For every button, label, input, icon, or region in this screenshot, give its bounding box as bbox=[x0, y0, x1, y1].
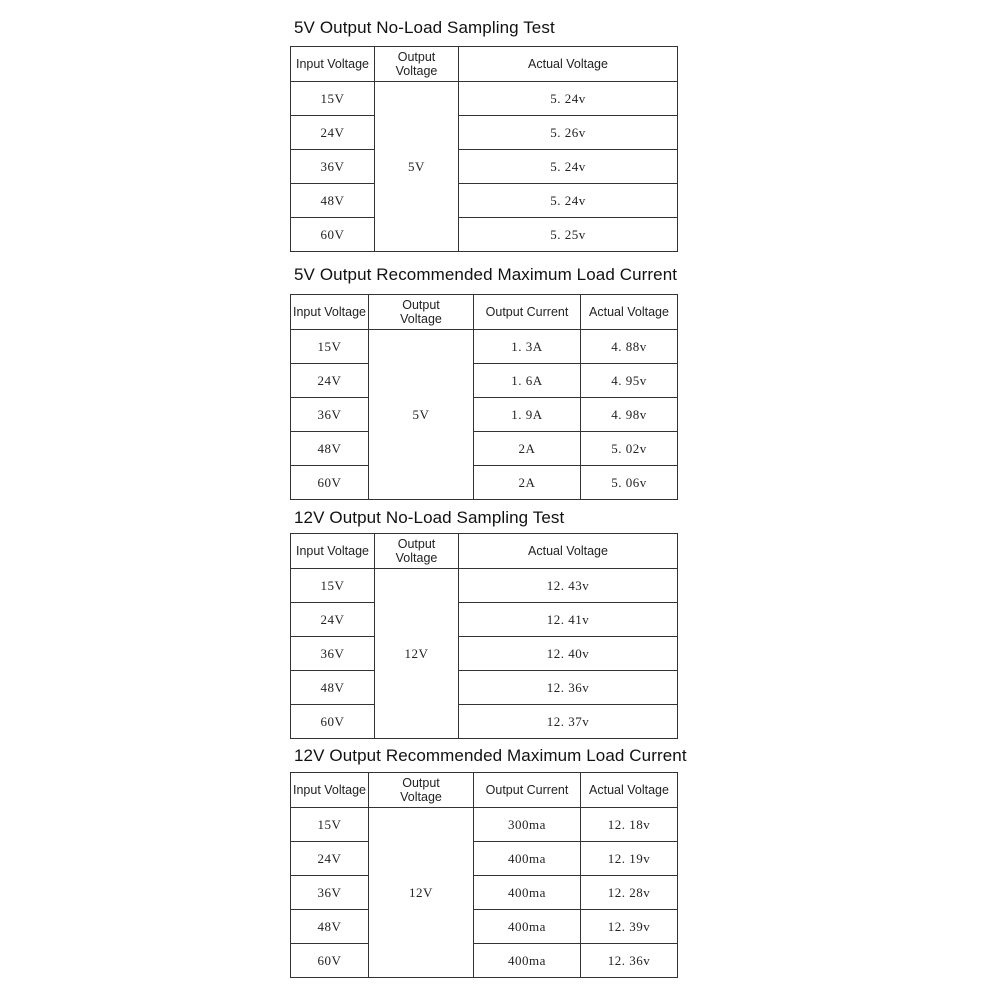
header-output-voltage: Output Voltage bbox=[375, 47, 459, 82]
load-current-table bbox=[290, 294, 678, 500]
actual-voltage-cell: 12. 37v bbox=[459, 705, 678, 739]
sampling-table bbox=[290, 46, 678, 252]
output-current-cell: 300ma bbox=[474, 808, 581, 842]
input-voltage-cell: 48V bbox=[291, 910, 369, 944]
actual-voltage-cell: 12. 40v bbox=[459, 637, 678, 671]
header-actual-voltage: Actual Voltage bbox=[459, 534, 678, 569]
header-output-current: Output Current bbox=[474, 773, 581, 808]
input-voltage-cell: 36V bbox=[291, 150, 375, 184]
output-current-cell: 400ma bbox=[474, 910, 581, 944]
output-current-cell: 2A bbox=[474, 432, 581, 466]
header-actual-voltage: Actual Voltage bbox=[459, 47, 678, 82]
actual-voltage-cell: 5. 06v bbox=[581, 466, 678, 500]
actual-voltage-cell: 12. 19v bbox=[581, 842, 678, 876]
table-title: 5V Output Recommended Maximum Load Current bbox=[294, 265, 678, 284]
actual-voltage-cell: 12. 18v bbox=[581, 808, 678, 842]
input-voltage-cell: 48V bbox=[291, 671, 375, 705]
output-voltage-cell: 5V bbox=[375, 82, 459, 252]
output-current-cell: 1. 9A bbox=[474, 398, 581, 432]
input-voltage-cell: 36V bbox=[291, 398, 369, 432]
header-output-current: Output Current bbox=[474, 295, 581, 330]
output-voltage-cell: 12V bbox=[375, 569, 459, 739]
header-input-voltage: Input Voltage bbox=[291, 295, 369, 330]
header-output-voltage: Output Voltage bbox=[375, 534, 459, 569]
actual-voltage-cell: 5. 25v bbox=[459, 218, 678, 252]
input-voltage-cell: 15V bbox=[291, 82, 375, 116]
input-voltage-cell: 24V bbox=[291, 842, 369, 876]
output-current-cell: 400ma bbox=[474, 842, 581, 876]
header-input-voltage: Input Voltage bbox=[291, 773, 369, 808]
actual-voltage-cell: 12. 39v bbox=[581, 910, 678, 944]
output-current-cell: 1. 3A bbox=[474, 330, 581, 364]
actual-voltage-cell: 4. 95v bbox=[581, 364, 678, 398]
input-voltage-cell: 60V bbox=[291, 466, 369, 500]
output-voltage-cell: 5V bbox=[369, 330, 474, 500]
table-title: 12V Output Recommended Maximum Load Current bbox=[294, 746, 687, 765]
output-current-cell: 400ma bbox=[474, 876, 581, 910]
input-voltage-cell: 24V bbox=[291, 116, 375, 150]
header-input-voltage: Input Voltage bbox=[291, 47, 375, 82]
output-current-cell: 400ma bbox=[474, 944, 581, 978]
actual-voltage-cell: 5. 26v bbox=[459, 116, 678, 150]
input-voltage-cell: 48V bbox=[291, 184, 375, 218]
output-current-cell: 1. 6A bbox=[474, 364, 581, 398]
output-current-cell: 2A bbox=[474, 466, 581, 500]
actual-voltage-cell: 12. 36v bbox=[459, 671, 678, 705]
header-actual-voltage: Actual Voltage bbox=[581, 773, 678, 808]
actual-voltage-cell: 5. 24v bbox=[459, 150, 678, 184]
input-voltage-cell: 15V bbox=[291, 808, 369, 842]
actual-voltage-cell: 12. 41v bbox=[459, 603, 678, 637]
actual-voltage-cell: 4. 98v bbox=[581, 398, 678, 432]
input-voltage-cell: 36V bbox=[291, 637, 375, 671]
input-voltage-cell: 60V bbox=[291, 218, 375, 252]
input-voltage-cell: 24V bbox=[291, 364, 369, 398]
header-input-voltage: Input Voltage bbox=[291, 534, 375, 569]
input-voltage-cell: 36V bbox=[291, 876, 369, 910]
sampling-table bbox=[290, 533, 678, 739]
header-output-voltage: Output Voltage bbox=[369, 295, 474, 330]
input-voltage-cell: 60V bbox=[291, 944, 369, 978]
actual-voltage-cell: 5. 02v bbox=[581, 432, 678, 466]
input-voltage-cell: 48V bbox=[291, 432, 369, 466]
output-voltage-cell: 12V bbox=[369, 808, 474, 978]
actual-voltage-cell: 4. 88v bbox=[581, 330, 678, 364]
actual-voltage-cell: 5. 24v bbox=[459, 82, 678, 116]
actual-voltage-cell: 12. 28v bbox=[581, 876, 678, 910]
input-voltage-cell: 15V bbox=[291, 569, 375, 603]
load-current-table bbox=[290, 772, 678, 978]
input-voltage-cell: 60V bbox=[291, 705, 375, 739]
header-actual-voltage: Actual Voltage bbox=[581, 295, 678, 330]
input-voltage-cell: 24V bbox=[291, 603, 375, 637]
actual-voltage-cell: 5. 24v bbox=[459, 184, 678, 218]
input-voltage-cell: 15V bbox=[291, 330, 369, 364]
table-title: 5V Output No-Load Sampling Test bbox=[294, 18, 555, 37]
actual-voltage-cell: 12. 36v bbox=[581, 944, 678, 978]
header-output-voltage: Output Voltage bbox=[369, 773, 474, 808]
table-title: 12V Output No-Load Sampling Test bbox=[294, 508, 565, 527]
actual-voltage-cell: 12. 43v bbox=[459, 569, 678, 603]
